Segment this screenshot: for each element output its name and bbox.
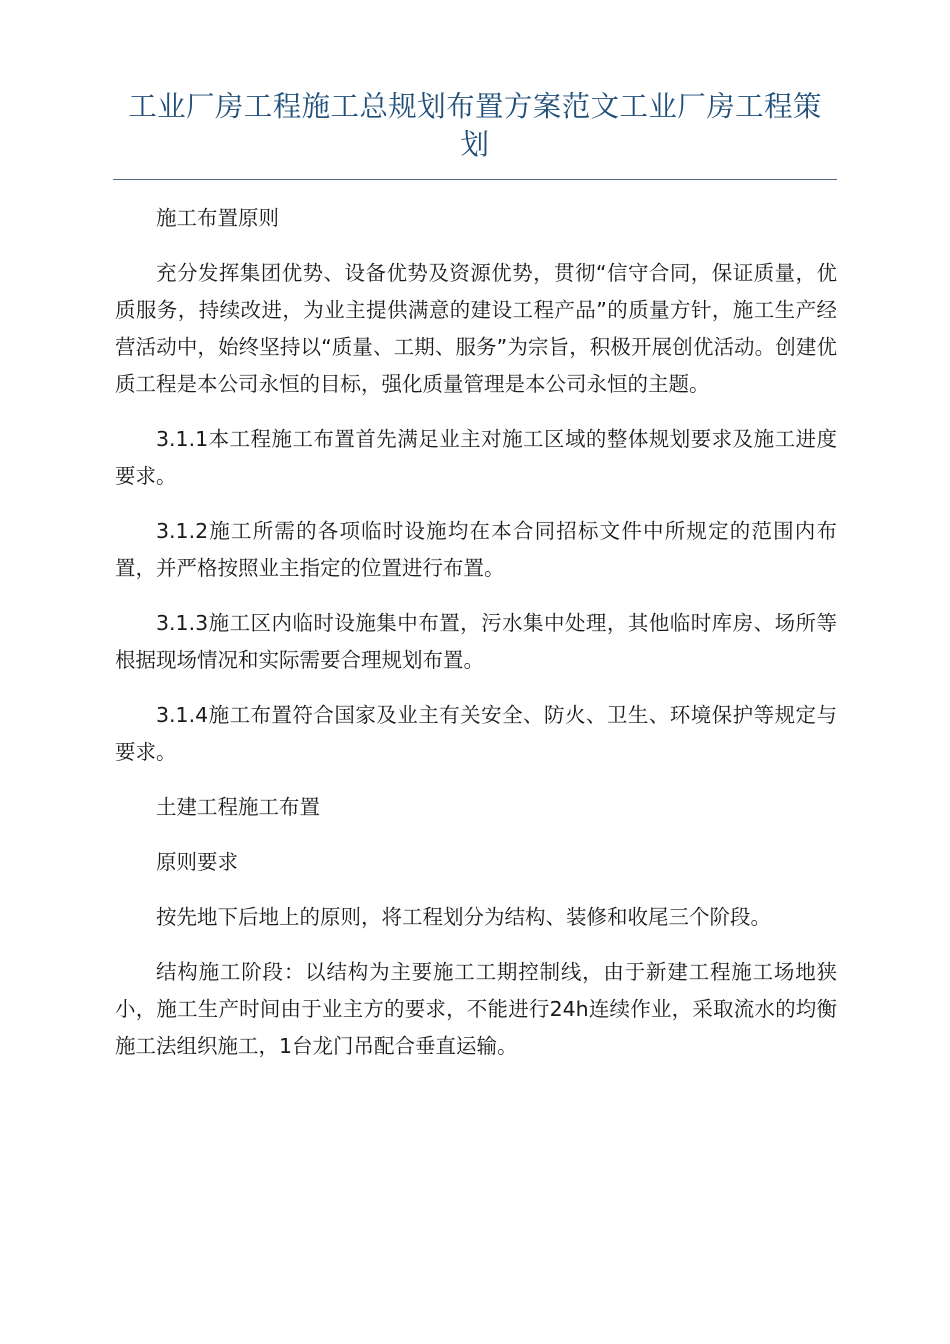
section-heading-layout-principles: 施工布置原则	[156, 206, 279, 230]
paragraph-3-1-2: 3.1.2施工所需的各项临时设施均在本合同招标文件中所规定的范围内布置，并严格按照业主指定的位置进行布置。	[115, 519, 837, 580]
section-heading-civil-layout: 土建工程施工布置	[156, 795, 320, 819]
paragraph-3-1-3: 3.1.3施工区内临时设施集中布置，污水集中处理，其他临时库房、场所等根据现场情况和实际需要合理规划布置。	[115, 611, 837, 672]
paragraph-quality-policy: 充分发挥集团优势、设备优势及资源优势，贯彻“信守合同，保证质量，优质服务，持续改进，为业主提供满意的建设工程产品”的质量方针，施工生产经营活动中，始终坚持以“质量、工期、服务”为宗旨，积极开展创优活动。创建优质工程是本公司永恒的目标，强化质量管理是本公司永恒的主题。	[115, 261, 837, 396]
document-title: 工业厂房工程施工总规划布置方案范文工业厂房工程策划	[128, 90, 822, 161]
paragraph-3-1-4: 3.1.4施工布置符合国家及业主有关安全、防火、卫生、环境保护等规定与要求。	[115, 703, 837, 764]
document-body	[115, 200, 837, 1065]
paragraph-stage-division: 按先地下后地上的原则，将工程划分为结构、装修和收尾三个阶段。	[156, 905, 771, 929]
title-divider	[113, 179, 837, 180]
paragraph-3-1-1: 3.1.1本工程施工布置首先满足业主对施工区域的整体规划要求及施工进度要求。	[115, 427, 837, 488]
section-heading-principle-requirements: 原则要求	[156, 850, 238, 874]
paragraph-structure-stage: 结构施工阶段：以结构为主要施工工期控制线，由于新建工程施工场地狭小，施工生产时间由于业主方的要求，不能进行24h连续作业，采取流水的均衡施工法组织施工，1台龙门吊配合垂直运输。	[115, 960, 837, 1058]
